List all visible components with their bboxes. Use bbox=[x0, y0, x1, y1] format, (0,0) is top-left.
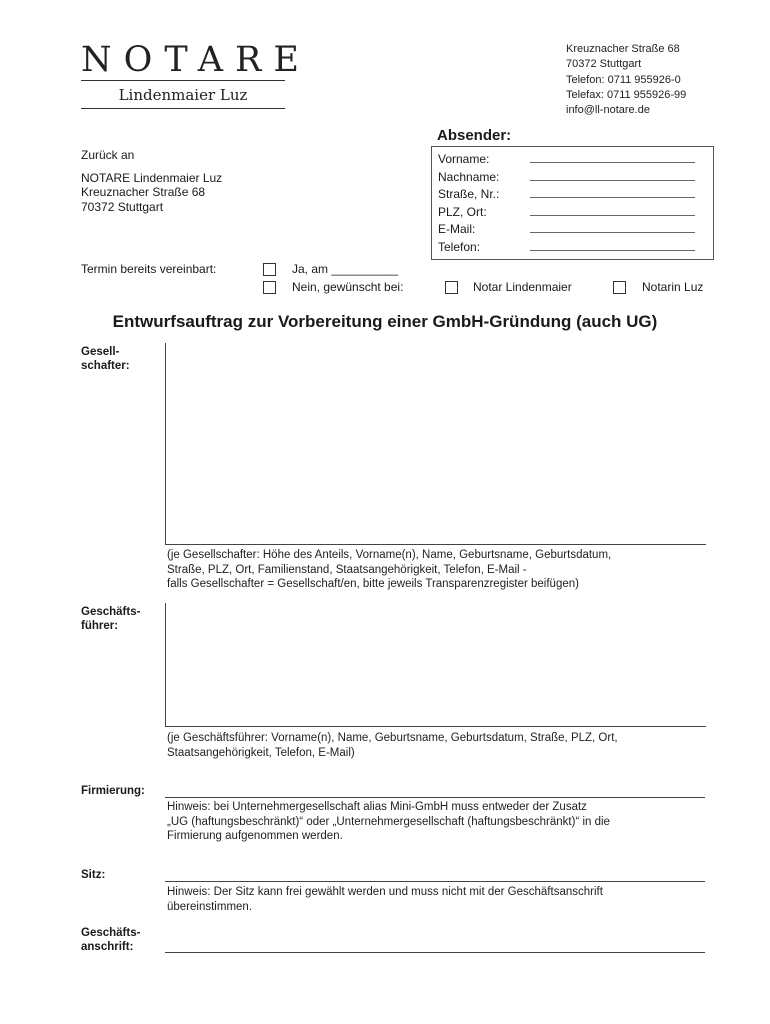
notary-luz-checkbox[interactable] bbox=[613, 281, 626, 294]
recipient-name: NOTARE Lindenmaier Luz bbox=[81, 170, 223, 185]
sender-row-city[interactable] bbox=[438, 204, 695, 221]
return-label: Zurück an bbox=[81, 148, 135, 162]
shareholders-label-line2: schafter: bbox=[81, 360, 130, 372]
contact-email: info@ll-notare.de bbox=[566, 104, 650, 117]
form-title: Entwurfsauftrag zur Vorbereitung einer GmbH-Gründung (auch UG) bbox=[112, 312, 658, 331]
sender-row-phone[interactable] bbox=[438, 239, 695, 256]
recipient-city: 70372 Stuttgart bbox=[81, 199, 164, 214]
recipient-street: Kreuznacher Straße 68 bbox=[81, 185, 206, 199]
sender-label: E-Mail: bbox=[438, 222, 476, 236]
business-address-label-line2: anschrift: bbox=[81, 941, 134, 953]
appointment-yes-checkbox[interactable] bbox=[263, 263, 276, 276]
business-address-field[interactable] bbox=[165, 952, 705, 953]
appointment-yes-label bbox=[292, 262, 398, 276]
recipient-block bbox=[81, 148, 222, 214]
notary-luz-label: Notarin Luz bbox=[642, 280, 704, 294]
sender-row-firstname[interactable] bbox=[438, 151, 695, 168]
business-address-label bbox=[81, 926, 140, 954]
company-name-label: Firmierung: bbox=[81, 785, 145, 797]
managers-label-line2: führer: bbox=[81, 620, 119, 632]
contact-block bbox=[566, 42, 686, 118]
appointment-label: Termin bereits vereinbart: bbox=[81, 262, 217, 276]
sender-line[interactable] bbox=[530, 240, 695, 251]
contact-city: 70372 Stuttgart bbox=[566, 58, 642, 71]
sender-row-email[interactable] bbox=[438, 221, 695, 238]
seat-field[interactable] bbox=[165, 881, 705, 882]
sender-line[interactable] bbox=[530, 205, 695, 216]
shareholders-hint-line1: (je Gesellschafter: Höhe des Anteils, Vorname(n), Name, Geburtsname, Geburtsdatum, bbox=[167, 549, 612, 561]
managers-field[interactable] bbox=[165, 603, 706, 727]
business-address-label-line1: Geschäfts- bbox=[81, 927, 141, 939]
sender-line[interactable] bbox=[530, 222, 695, 233]
company-name-hint-line2: „UG (haftungsbeschränkt)“ oder „Unternehmergesellschaft (haftungsbeschränkt)“ in die bbox=[167, 815, 610, 828]
sender-box bbox=[431, 146, 714, 260]
shareholders-hint-line2: Straße, PLZ, Ort, Familienstand, Staatsangehörigkeit, Telefon, E-Mail - bbox=[167, 563, 527, 576]
sender-label: Telefon: bbox=[438, 239, 481, 254]
shareholders-field[interactable] bbox=[165, 343, 706, 545]
appointment-no-checkbox[interactable] bbox=[263, 281, 276, 294]
sender-title: Absender: bbox=[437, 127, 512, 144]
sender-label: Nachname: bbox=[438, 169, 500, 184]
sender-line[interactable] bbox=[530, 152, 695, 163]
sender-row-street[interactable] bbox=[438, 186, 695, 203]
contact-fax: Telefax: 0711 955926-99 bbox=[566, 88, 687, 101]
logo-rule-bottom bbox=[81, 108, 285, 109]
shareholders-label bbox=[81, 345, 130, 373]
managers-label bbox=[81, 605, 140, 633]
logo-title: NOTARE bbox=[81, 40, 311, 80]
company-name-hint-line1: Hinweis: bei Unternehmergesellschaft alias Mini-GmbH muss entweder der Zusatz bbox=[167, 801, 587, 813]
company-name-field[interactable] bbox=[165, 797, 705, 798]
contact-phone: Telefon: 0711 955926-0 bbox=[566, 73, 681, 86]
seat-label: Sitz: bbox=[81, 869, 106, 881]
sender-label: Vorname: bbox=[438, 152, 490, 166]
shareholders-hint bbox=[167, 548, 611, 592]
contact-street: Kreuznacher Straße 68 bbox=[566, 43, 680, 55]
shareholders-label-line1: Gesell- bbox=[81, 346, 120, 358]
appointment-yes-text: Ja, am bbox=[292, 262, 329, 276]
notary-lindenmaier-label: Notar Lindenmaier bbox=[473, 280, 572, 294]
managers-hint bbox=[167, 731, 618, 760]
logo-rule-top bbox=[81, 80, 285, 81]
appointment-date-line[interactable]: __________ bbox=[331, 262, 399, 276]
managers-hint-line1: (je Geschäftsführer: Vorname(n), Name, Geburtsname, Geburtsdatum, Straße, PLZ, Ort, bbox=[167, 732, 618, 744]
sender-label: Straße, Nr.: bbox=[438, 187, 500, 201]
company-name-hint bbox=[167, 800, 610, 844]
seat-hint-line1: Hinweis: Der Sitz kann frei gewählt werden und muss nicht mit der Geschäftsanschrift bbox=[167, 886, 603, 898]
seat-hint-line2: übereinstimmen. bbox=[167, 900, 253, 913]
shareholders-hint-line3: falls Gesellschafter = Gesellschaft/en, bitte jeweils Transparenzregister beifügen) bbox=[167, 578, 579, 590]
managers-label-line1: Geschäfts- bbox=[81, 606, 141, 618]
notary-lindenmaier-checkbox[interactable] bbox=[445, 281, 458, 294]
sender-line[interactable] bbox=[530, 187, 695, 198]
sender-label: PLZ, Ort: bbox=[438, 204, 487, 219]
seat-hint bbox=[167, 885, 603, 914]
sender-line[interactable] bbox=[530, 170, 695, 181]
appointment-no-label: Nein, gewünscht bei: bbox=[292, 280, 404, 294]
company-name-hint-line3: Firmierung aufgenommen werden. bbox=[167, 830, 343, 842]
managers-hint-line2: Staatsangehörigkeit, Telefon, E-Mail) bbox=[167, 746, 355, 759]
sender-row-lastname[interactable] bbox=[438, 169, 695, 186]
logo-subtitle: Lindenmaier Luz bbox=[118, 86, 248, 104]
